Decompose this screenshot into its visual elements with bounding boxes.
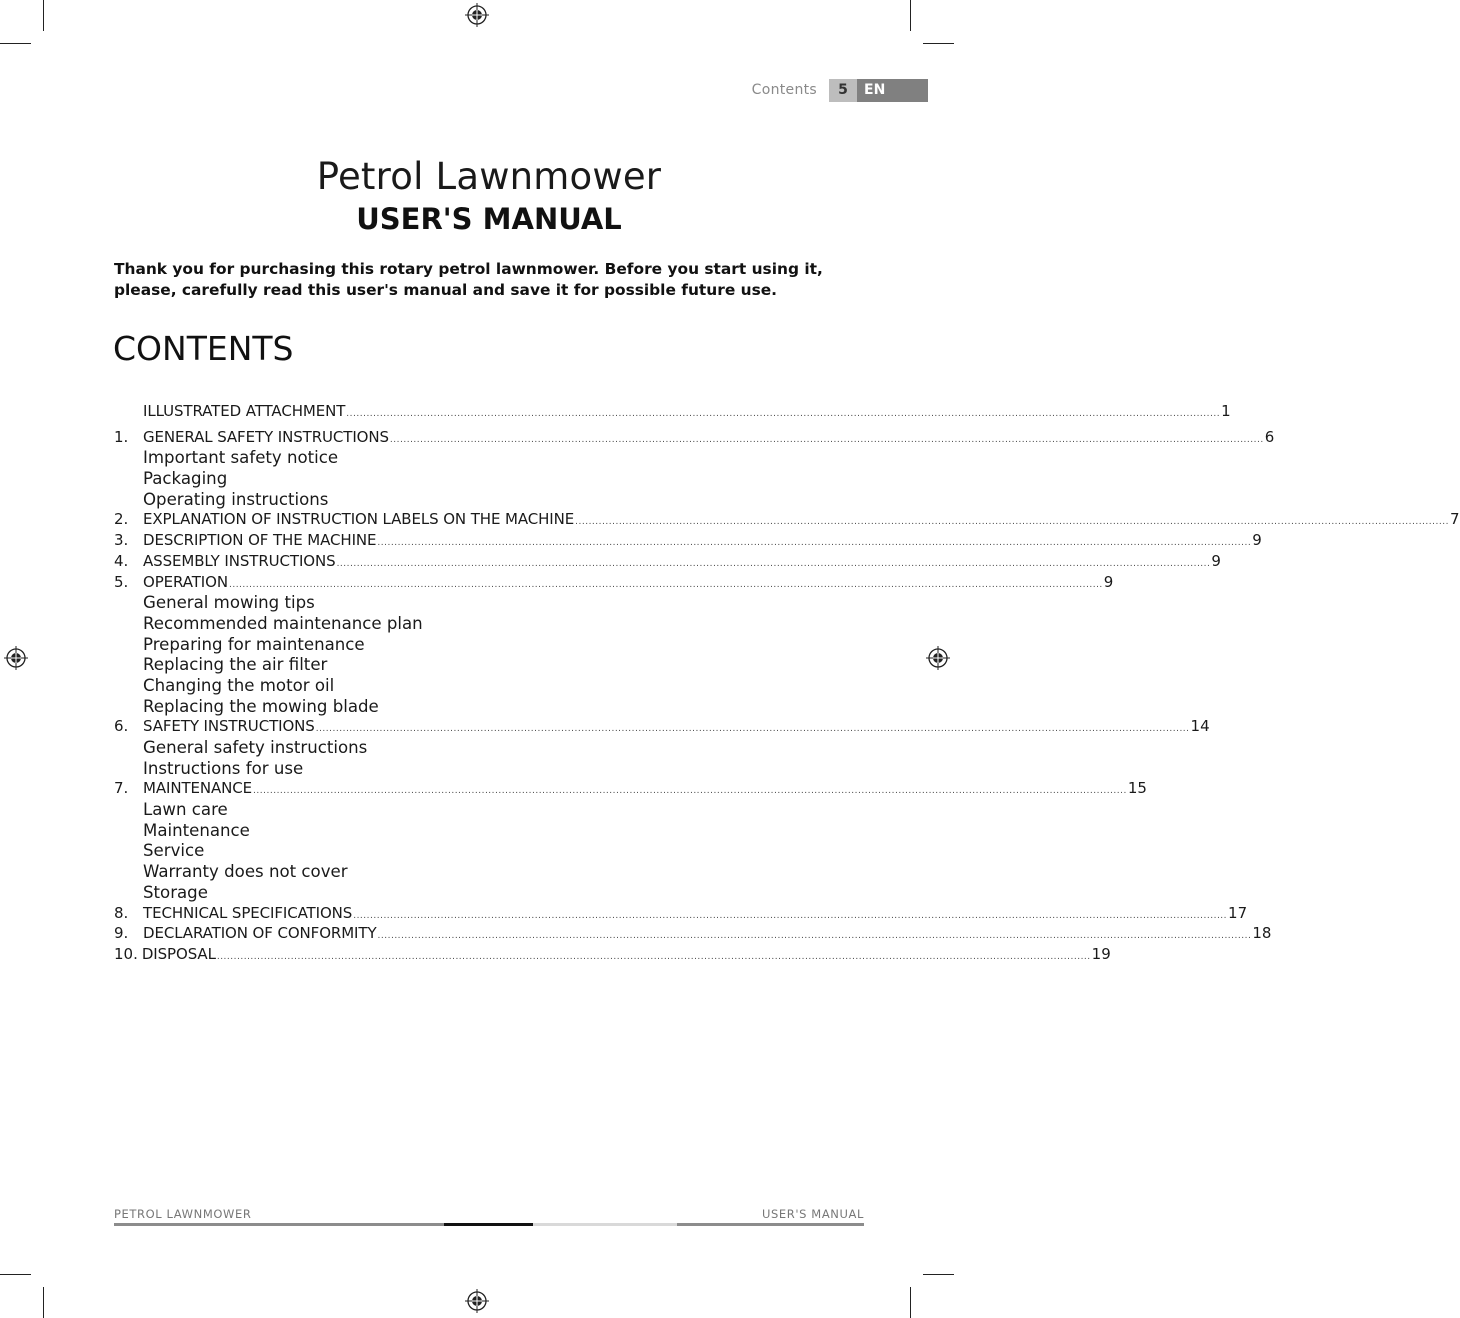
toc-entry-page: 15 bbox=[1127, 779, 1147, 798]
toc-subentry bbox=[114, 862, 858, 883]
toc-subentry bbox=[114, 759, 858, 780]
toc-entry bbox=[114, 402, 1231, 423]
table-of-contents bbox=[114, 402, 1460, 966]
toc-subentry bbox=[114, 800, 858, 821]
toc-entry-title: General mowing tips bbox=[143, 593, 315, 613]
toc-entry-title: ILLUSTRATED ATTACHMENT bbox=[143, 402, 346, 420]
registration-mark-icon bbox=[4, 646, 28, 670]
toc-entry-title: Replacing the air filter bbox=[143, 655, 328, 675]
toc-dot-leader: .................................................................................................................................................................................................................................................................... bbox=[389, 434, 1264, 445]
toc-entry-title: General safety instructions bbox=[143, 738, 368, 757]
crop-mark bbox=[0, 43, 31, 44]
toc-subentry bbox=[114, 635, 858, 656]
header-page-number: 5 bbox=[829, 79, 857, 102]
toc-entry-title: Warranty does not cover bbox=[143, 862, 348, 882]
toc-entry bbox=[114, 779, 1147, 800]
crop-mark bbox=[0, 1274, 31, 1275]
footer-right-label: USER'S MANUAL bbox=[762, 1207, 864, 1221]
toc-subentry bbox=[114, 448, 858, 469]
toc-entry-number: 1. bbox=[114, 427, 129, 446]
toc-subentry bbox=[114, 697, 858, 718]
toc-entry-title: TECHNICAL SPECIFICATIONS bbox=[143, 903, 353, 922]
toc-subentry bbox=[114, 738, 858, 759]
document-title: Petrol Lawnmower bbox=[316, 155, 662, 198]
toc-entry-number: 7. bbox=[114, 779, 129, 798]
toc-entry bbox=[114, 903, 1248, 925]
toc-entry bbox=[114, 427, 1275, 449]
toc-entry-title: ASSEMBLY INSTRUCTIONS bbox=[143, 551, 336, 570]
crop-mark bbox=[923, 43, 954, 44]
toc-entry-page: 19 bbox=[1091, 944, 1111, 963]
toc-subentry bbox=[114, 490, 858, 511]
toc-entry-page: 7 bbox=[1449, 510, 1460, 529]
toc-subentry bbox=[114, 676, 858, 697]
crop-mark bbox=[910, 1287, 911, 1318]
toc-entry-title: EXPLANATION OF INSTRUCTION LABELS ON THE MACHINE bbox=[143, 510, 575, 529]
toc-entry bbox=[114, 510, 1460, 531]
toc-entry-title: DECLARATION OF CONFORMITY bbox=[143, 924, 377, 943]
toc-entry-title: Instructions for use bbox=[143, 758, 304, 778]
toc-dot-leader: .................................................................................................................................................................................................................................................................... bbox=[216, 951, 1091, 962]
toc-entry bbox=[114, 572, 1114, 594]
toc-entry-title: GENERAL SAFETY INSTRUCTIONS bbox=[143, 427, 389, 446]
footer-rule bbox=[114, 1223, 444, 1226]
toc-entry-number: 4. bbox=[114, 551, 129, 570]
toc-dot-leader: .................................................................................................................................................................................................................................................................... bbox=[228, 579, 1103, 590]
crop-mark bbox=[910, 0, 911, 31]
toc-entry-page: 1 bbox=[1221, 402, 1231, 420]
toc-subentry bbox=[114, 841, 858, 862]
contents-heading: CONTENTS bbox=[113, 329, 294, 368]
toc-entry-number: 10. bbox=[114, 944, 138, 963]
toc-dot-leader: .................................................................................................................................................................................................................................................................... bbox=[575, 517, 1449, 528]
toc-subentry bbox=[114, 821, 858, 842]
footer-rule bbox=[677, 1223, 864, 1226]
toc-dot-leader: .................................................................................................................................................................................................................................................................... bbox=[253, 786, 1127, 797]
toc-entry bbox=[114, 551, 1221, 573]
toc-entry-number: 5. bbox=[114, 572, 129, 591]
toc-dot-leader: .................................................................................................................................................................................................................................................................... bbox=[315, 724, 1190, 735]
toc-entry-title: SAFETY INSTRUCTIONS bbox=[143, 717, 315, 736]
toc-dot-leader: .................................................................................................................................................................................................................................................................... bbox=[377, 931, 1252, 942]
toc-subentry bbox=[114, 469, 858, 490]
toc-entry-title: MAINTENANCE bbox=[143, 779, 253, 798]
footer-rule bbox=[533, 1223, 677, 1226]
registration-mark-icon bbox=[465, 3, 489, 27]
toc-entry-title: Service bbox=[143, 841, 205, 861]
crop-mark bbox=[43, 1287, 44, 1318]
toc-entry bbox=[114, 944, 1111, 966]
toc-entry bbox=[114, 531, 1262, 552]
toc-entry-page: 14 bbox=[1190, 717, 1210, 736]
toc-entry-number: 2. bbox=[114, 510, 129, 529]
toc-entry-title: Lawn care bbox=[143, 800, 228, 820]
crop-mark bbox=[923, 1274, 954, 1275]
toc-entry-title: OPERATION bbox=[143, 572, 228, 591]
toc-entry-title: DISPOSAL bbox=[141, 944, 216, 963]
toc-entry-title: Preparing for maintenance bbox=[143, 634, 365, 654]
toc-entry-page: 9 bbox=[1252, 531, 1262, 550]
toc-entry-page: 6 bbox=[1264, 427, 1275, 446]
document-subtitle: USER'S MANUAL bbox=[356, 202, 622, 236]
toc-entry-number: 6. bbox=[114, 717, 129, 736]
toc-entry-page: 17 bbox=[1228, 903, 1248, 922]
toc-subentry bbox=[114, 614, 858, 635]
toc-entry-page: 9 bbox=[1103, 572, 1114, 591]
toc-subentry bbox=[114, 883, 858, 904]
toc-entry-title: DESCRIPTION OF THE MACHINE bbox=[143, 531, 377, 550]
toc-entry-page: 18 bbox=[1252, 924, 1272, 943]
toc-entry-title: Recommended maintenance plan bbox=[143, 613, 423, 633]
toc-entry-title: Operating instructions bbox=[143, 489, 329, 509]
toc-entry-title: Replacing the mowing blade bbox=[143, 696, 379, 716]
header-language-tab: EN bbox=[857, 79, 928, 102]
registration-mark-icon bbox=[926, 646, 950, 670]
toc-dot-leader: .................................................................................................................................................................................................................................................................... bbox=[346, 409, 1221, 419]
toc-dot-leader: .................................................................................................................................................................................................................................................................... bbox=[353, 910, 1228, 921]
intro-paragraph: Thank you for purchasing this rotary petrol lawnmower. Before you start using it, please, carefully read this user's manual and save it for possible future use. bbox=[114, 260, 823, 299]
toc-entry bbox=[114, 924, 1272, 945]
toc-entry-title: Maintenance bbox=[143, 820, 250, 840]
toc-entry-number: 3. bbox=[114, 531, 129, 550]
toc-entry-title: Changing the motor oil bbox=[143, 675, 335, 695]
toc-entry-number: 9. bbox=[114, 924, 129, 943]
footer-left-label: PETROL LAWNMOWER bbox=[114, 1207, 252, 1221]
toc-entry-page: 9 bbox=[1211, 551, 1221, 570]
toc-entry-title: Important safety notice bbox=[143, 448, 339, 468]
registration-mark-icon bbox=[465, 1289, 489, 1313]
toc-subentry bbox=[114, 655, 858, 676]
crop-mark bbox=[43, 0, 44, 31]
toc-entry-title: Packaging bbox=[143, 469, 228, 489]
toc-subentry bbox=[114, 593, 858, 614]
toc-entry-number: 8. bbox=[114, 903, 129, 922]
toc-entry-title: Storage bbox=[143, 882, 208, 902]
footer-rule bbox=[444, 1223, 533, 1226]
toc-entry bbox=[114, 717, 1210, 738]
toc-dot-leader: .................................................................................................................................................................................................................................................................... bbox=[377, 538, 1252, 549]
toc-dot-leader: .................................................................................................................................................................................................................................................................... bbox=[336, 558, 1211, 569]
header-section-label: Contents bbox=[751, 82, 817, 98]
